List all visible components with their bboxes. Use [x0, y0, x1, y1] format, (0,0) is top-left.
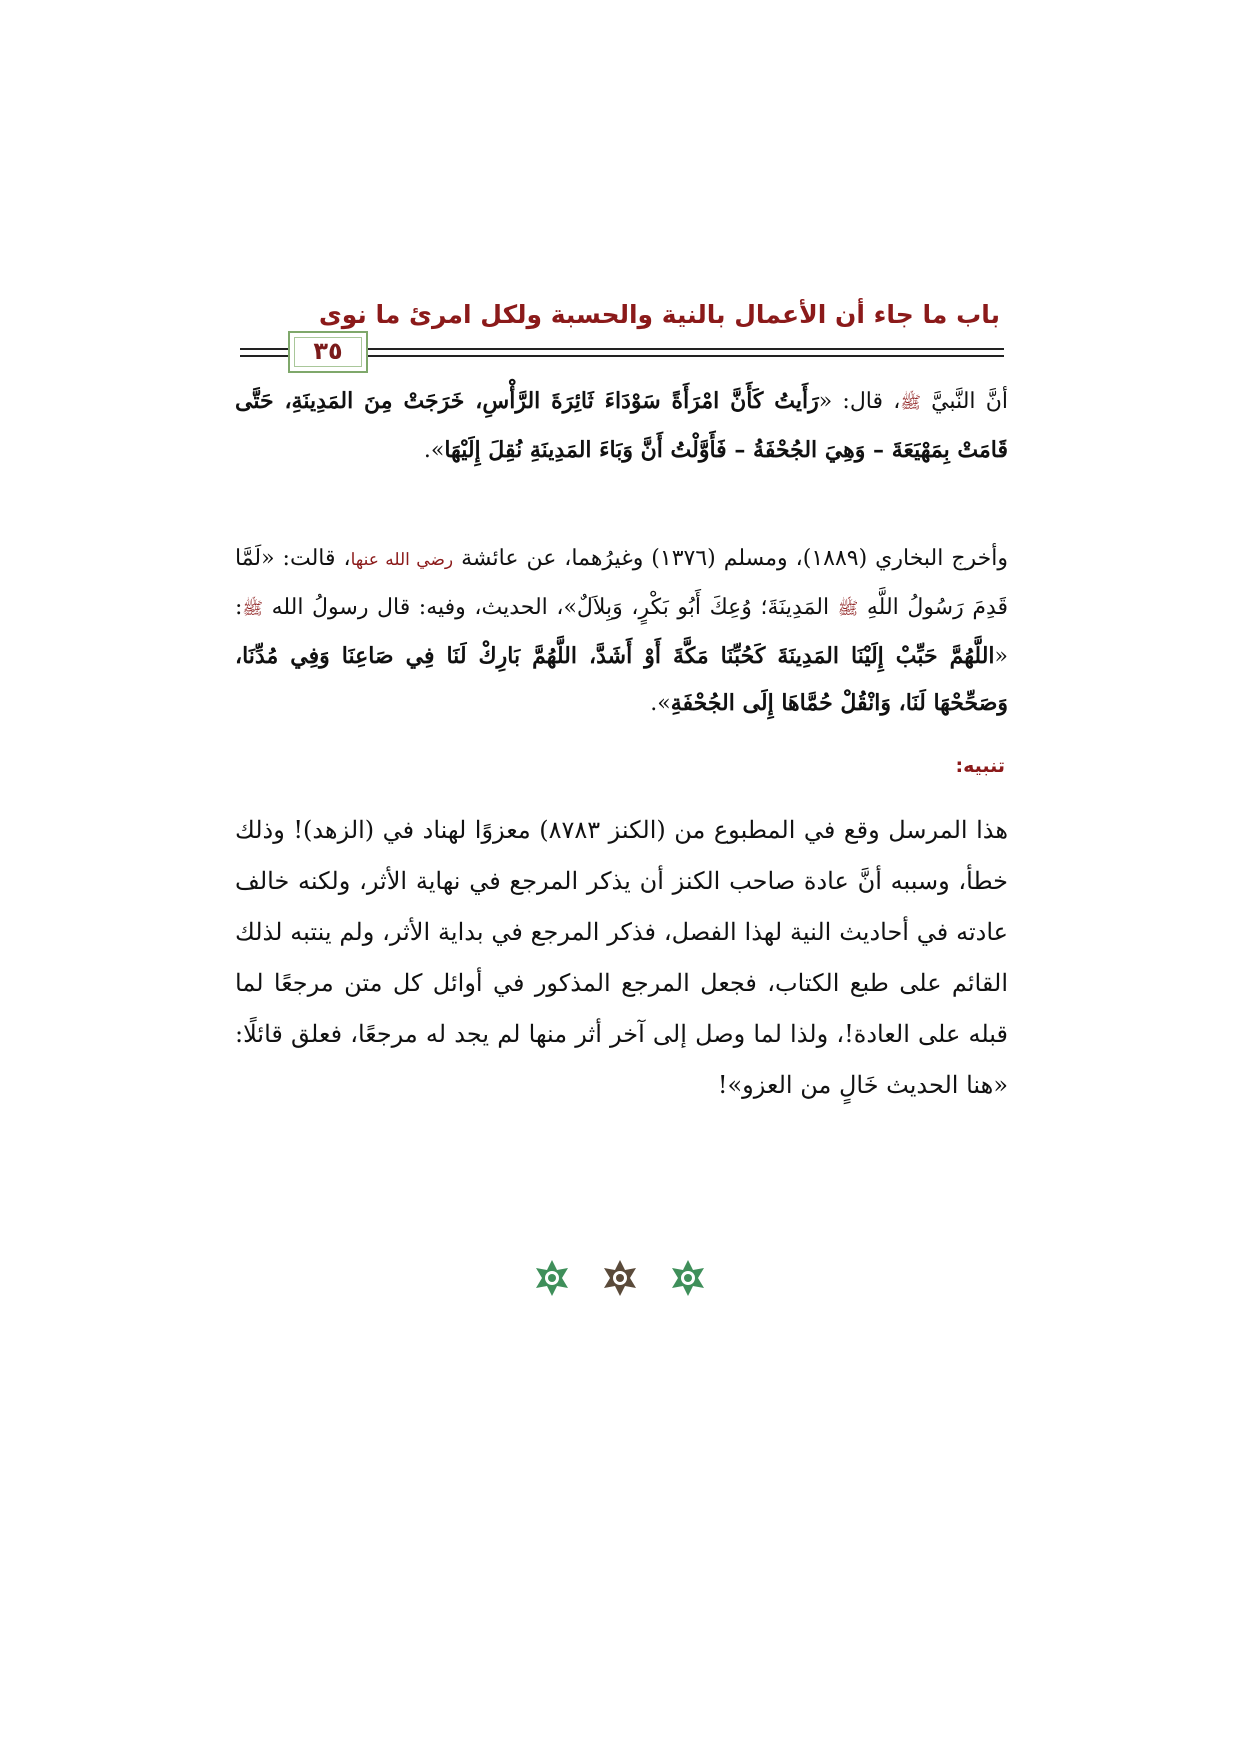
honorific-glyph: ﷺ — [837, 599, 859, 619]
hadith-paragraph-1 — [235, 378, 1008, 474]
flower-ornament-icon — [598, 1258, 642, 1298]
hadith-quote: اللَّهُمَّ حَبِّبْ إِلَيْنَا المَدِينَةَ كَحُبِّنَا مَكَّةَ أَوْ أَشَدَّ، اللَّهُمَّ بَارِكْ لَنَا فِي صَاعِنَا وَفِي مُدِّنَا، وَصَحِّحْهَا لَنَا، وَانْقُلْ حُمَّاهَا إِلَى الجُحْفَةِ — [235, 643, 1008, 716]
section-ornament — [530, 1258, 710, 1298]
narration-text-4: : « — [235, 595, 1008, 669]
honorific-glyph: ﷺ — [242, 599, 263, 619]
narration-text-1: وأخرج البخاري (١٨٨٩)، ومسلم (١٣٧٦) وغيرُهما، عن عائشة — [461, 546, 1009, 571]
hadith-paragraph-2 — [235, 535, 1008, 727]
note-paragraph: هذا المرسل وقع في المطبوع من (الكنز ٨٧٨٣) معزوًا لهناد في (الزهد)! وذلك خطأ، وسببه أنَّ عادة صاحب الكنز أن يذكر المرجع في نهاية الأثر، ولكنه خالف عادته في أحاديث النية لهذا الفصل، فذكر المرجع في بداية الأثر، ولم ينتبه لذلك القائم على طبع الكتاب، فجعل المرجع المذكور في أوائل كل متن مرجعًا لما قبله على العادة!، ولذا لما وصل إلى آخر أثر منها لم يجد له مرجعًا، فعلق قائلًا: «هنا الحديث خَالٍ من العزو»! — [235, 816, 1009, 1099]
chapter-title: باب ما جاء أن الأعمال بالنية والحسبة ولكل امرئ ما نوى — [318, 300, 1000, 329]
honorific-glyph: ﷺ — [900, 393, 921, 413]
page-number: ٣٥ — [313, 337, 343, 365]
quote-close: ». — [650, 691, 671, 716]
hadith-quote: رَأَيتُ كَأَنَّ امْرَأَةً سَوْدَاءَ ثَائِرَةَ الرَّأْسِ، خَرَجَتْ مِنَ المَدِينَةِ، حَتَّى قَامَتْ بِمَهْيَعَةَ – وَهِيَ الجُحْفَةُ – فَأَوَّلْتُ أَنَّ وَبَاءَ المَدِينَةِ نُقِلَ إِلَيْهَا — [235, 388, 1008, 463]
narration-text-3: المَدِينَةَ؛ وُعِكَ أَبُو بَكْرٍ، وَبِلاَلٌ»، الحديث، وفيه: قال رسولُ الله — [271, 595, 830, 620]
quote-close: ». — [423, 438, 445, 463]
honorific-aisha: رضي الله عنها — [350, 550, 454, 570]
intro-text: أنَّ النَّبيَّ — [931, 389, 1008, 414]
page-number-frame — [288, 331, 368, 373]
flower-ornament-icon — [666, 1258, 710, 1298]
narration-text-2: ، قالت: «لَمَّا قَدِمَ رَسُولُ اللَّهِ — [235, 546, 1009, 620]
note-label: تنبيه: — [955, 755, 1005, 777]
said-text: ، قال: « — [818, 389, 901, 414]
flower-ornament-icon — [530, 1258, 574, 1298]
